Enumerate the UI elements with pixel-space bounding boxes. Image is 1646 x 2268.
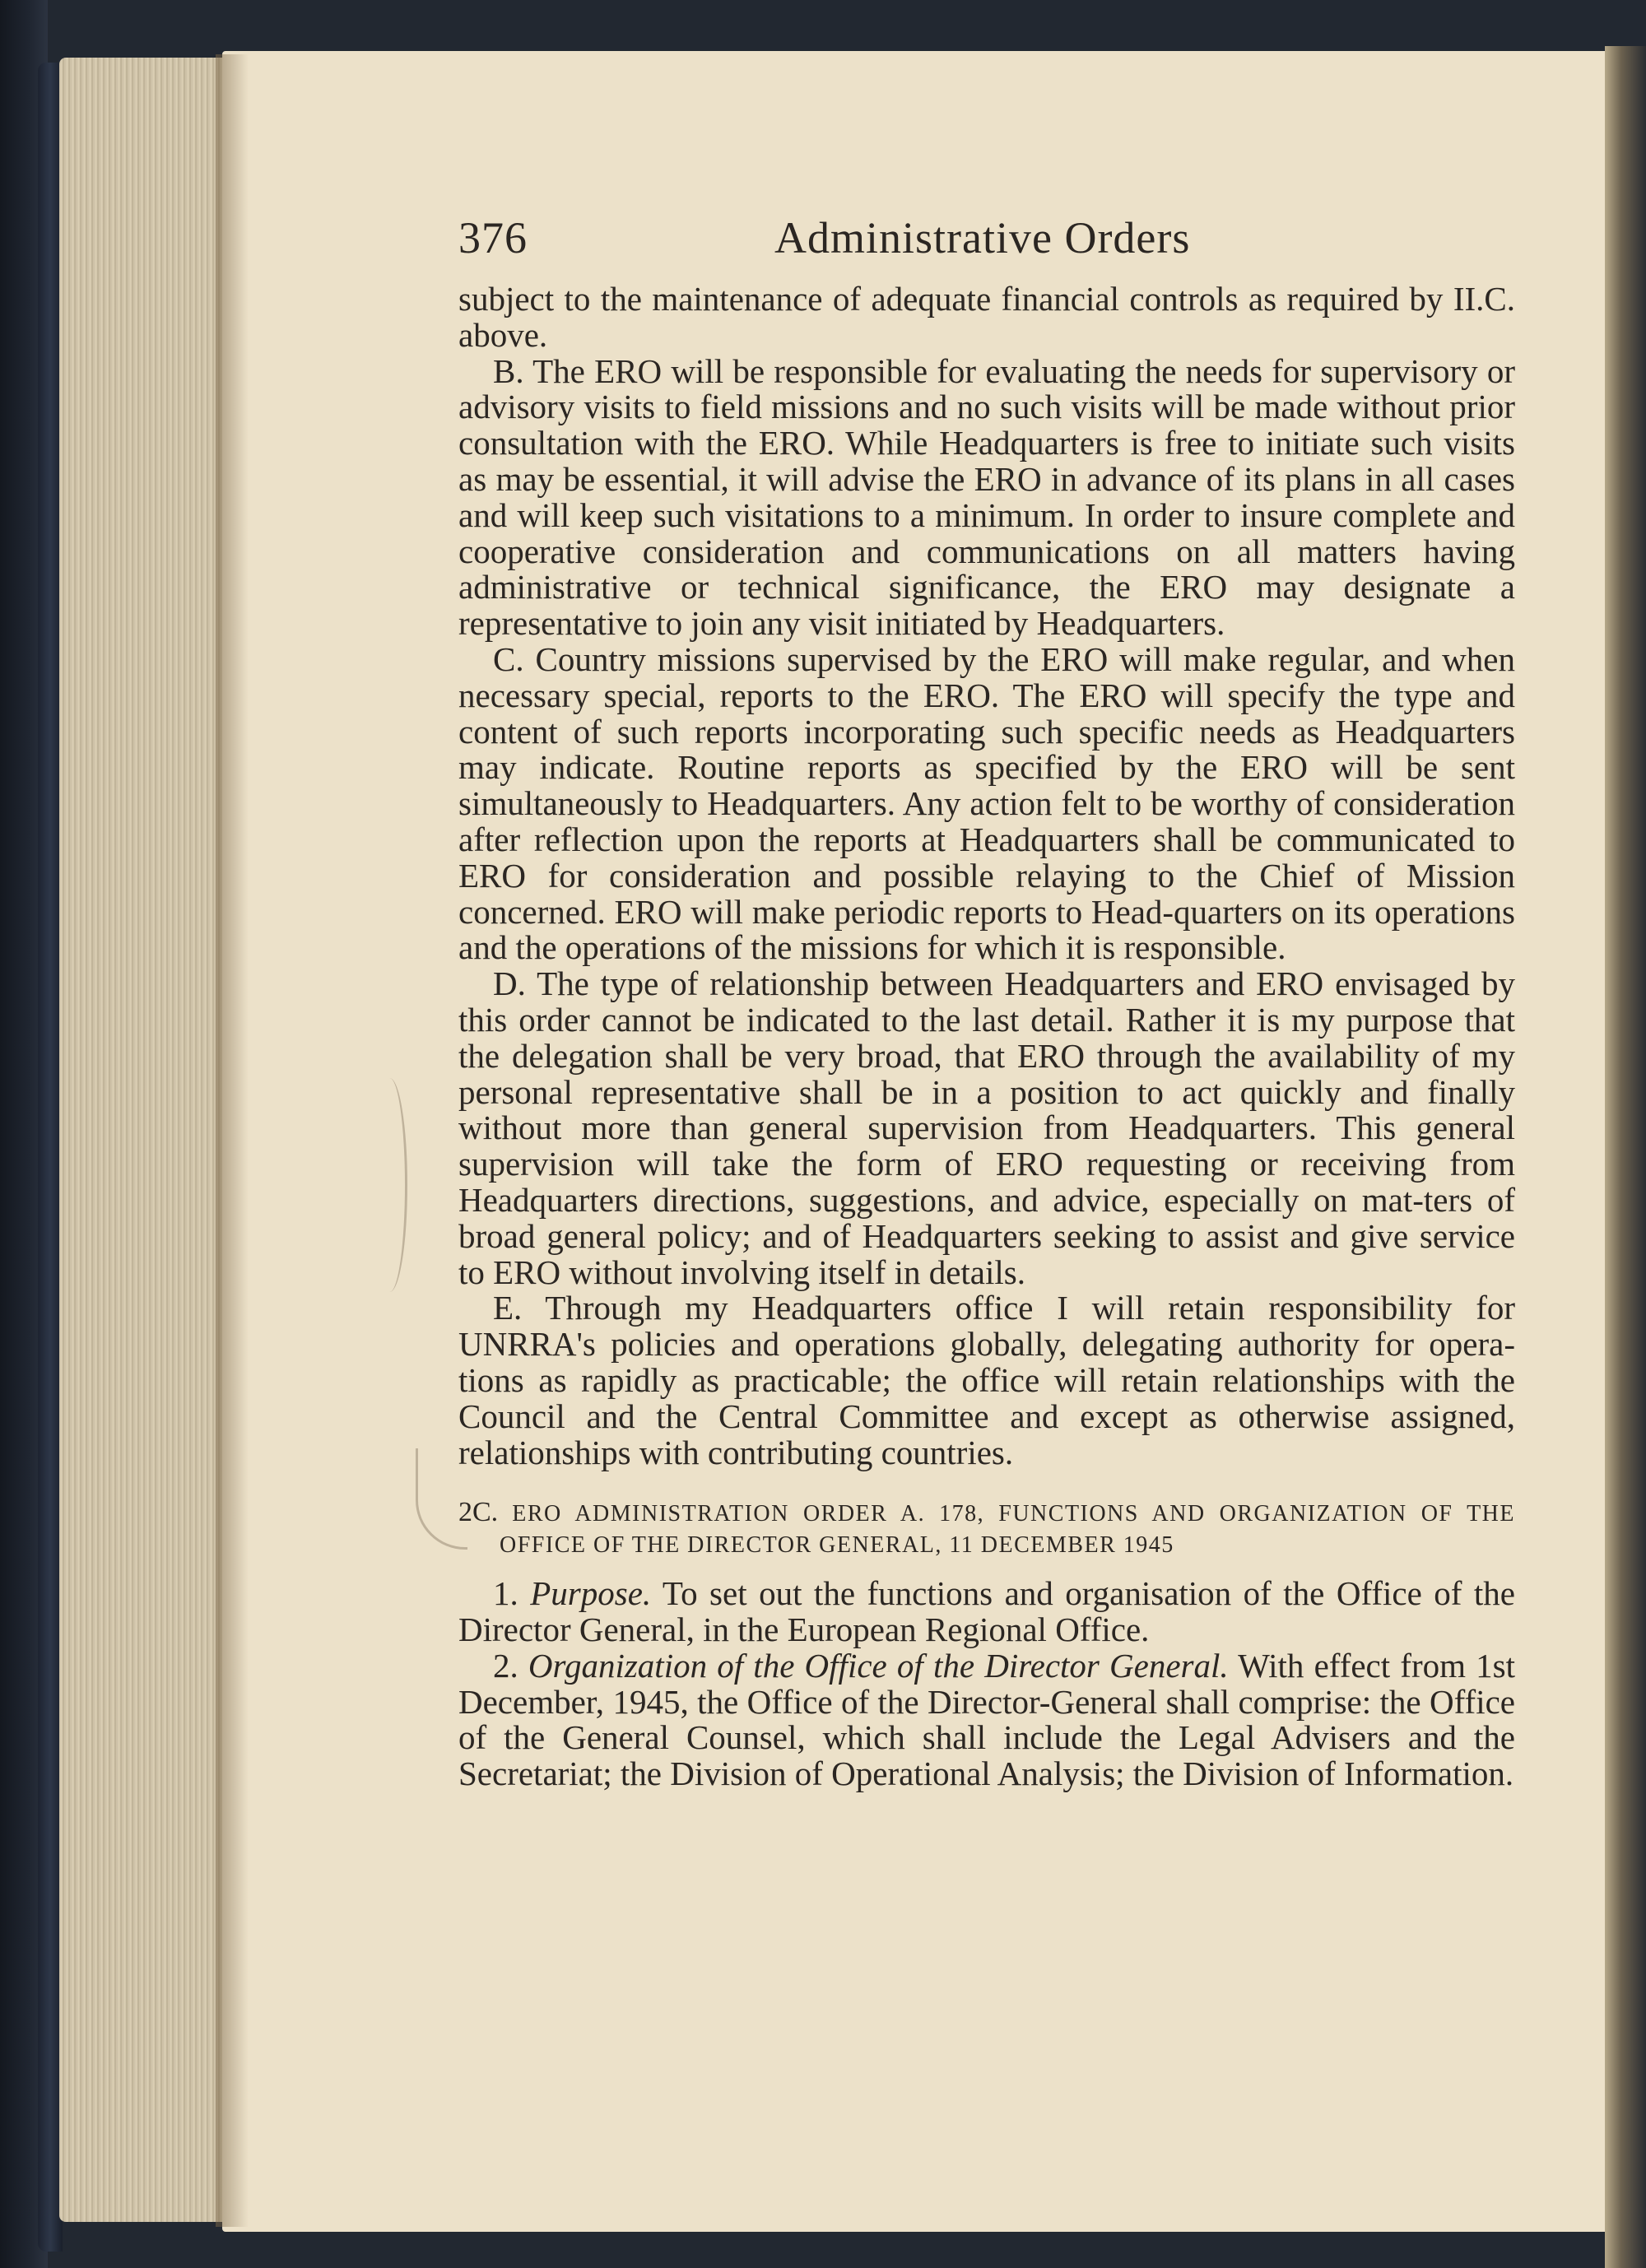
- item-text: To set out the functions and organisation of the Office of the Director General, in the European Regional Office.: [458, 1574, 1516, 1649]
- paragraph-d: D. The type of relationship between Headquarters and ERO envisaged by this order cannot be indicated to the last detail. Rather it is my purpose that the delegation shall be very broad, that ERO through the availability of my personal representative shall be in a position to act quickly and finally without more than general supervision from Headquarters. This general supervision will take the form of ERO requesting or receiving from Headquarters directions, suggestions, and advice, especially on mat-ters of broad general policy; and of Headquarters seeking to assist and give service to ERO without involving itself in details.: [458, 964, 1515, 1291]
- section-heading: [458, 1497, 1515, 1561]
- pencil-margin-mark: [372, 1078, 407, 1292]
- item-label: Organization of the Office of the Director General.: [528, 1646, 1229, 1685]
- item-text: With effect from 1st December, 1945, the Office of the Director-General shall comprise: the Office of the General Counsel, which shall include the Legal Advisers and the Secretariat; the Division of Operational Analysis; the Division of Information.: [458, 1646, 1516, 1793]
- section-number: 2C.: [458, 1497, 499, 1528]
- item-number: 1.: [493, 1574, 518, 1613]
- next-page-edge: [1605, 46, 1646, 2268]
- paragraph-continued: subject to the maintenance of adequate financial controls as required by II.C. above.: [458, 280, 1515, 354]
- item-label: Purpose.: [530, 1574, 652, 1613]
- paragraph-e: E. Through my Headquarters office I will retain responsibility for UNRRA's policies and operations globally, delegating authority for opera-tions as rapidly as practicable; the office will retain relationships with the Council and the Central Committee and except as otherwise assigned, relationships with contributing countries.: [458, 1289, 1515, 1471]
- gutter-shadow: [216, 54, 249, 2227]
- paragraph-c: C. Country missions supervised by the ERO will make regular, and when necessary special, reports to the ERO. The ERO will specify the type and content of such reports incorporating such specific needs as Headquarters may indicate. Routine reports as specified by the ERO will be sent simultaneously to Headquarters. Any action felt to be worthy of consideration after reflection upon the reports at Headquarters shall be communicated to ERO for consideration and possible relaying to the Chief of Mission concerned. ERO will make periodic reports to Head-quarters on its operations and the operations of the missions for which it is responsible.: [458, 639, 1515, 967]
- item-organization: [458, 1648, 1515, 1792]
- page-content: [458, 212, 1515, 1792]
- page-stack-edges: [59, 58, 224, 2222]
- page-number: 376: [458, 213, 528, 263]
- paragraph-b: B. The ERO will be responsible for evaluating the needs for supervisory or advisory visits to field missions and no such visits will be made without prior consultation with the ERO. While Headquarters is free to initiate such visits as may be essential, it will advise the ERO in advance of its plans in all cases and will keep such visitations to a minimum. In order to insure complete and cooperative consideration and communications on all matters having administrative or technical significance, the ERO may designate a representative to join any visit initiated by Headquarters.: [458, 351, 1515, 643]
- running-title: Administrative Orders: [774, 213, 1191, 263]
- running-head: [458, 212, 1515, 278]
- item-purpose: [458, 1576, 1515, 1648]
- section-heading-text: ERO ADMINISTRATION ORDER A. 178, FUNCTIONS AND ORGANIZATION OF THE OFFICE OF THE DIRECTOR GENERAL, 11 DECEMBER 1945: [500, 1501, 1516, 1559]
- body-text: [458, 281, 1515, 1792]
- item-number: 2.: [493, 1646, 518, 1685]
